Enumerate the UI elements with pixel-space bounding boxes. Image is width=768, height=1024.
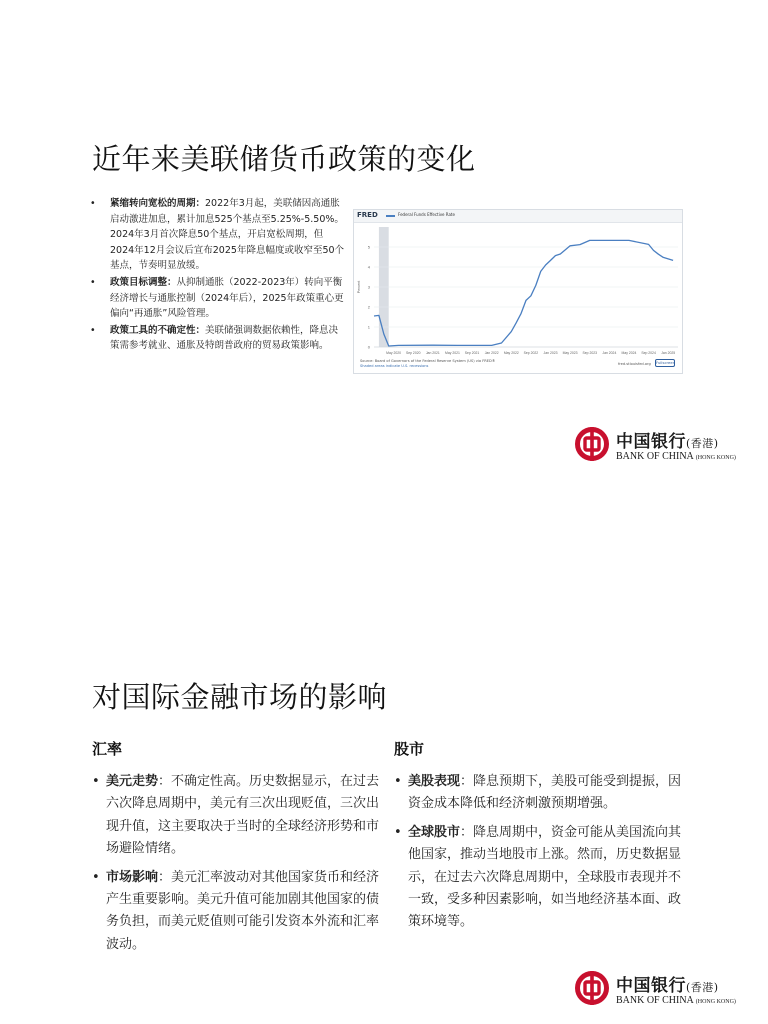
- equity-bullet-global-stocks: [394, 822, 684, 934]
- bullet-text: ：降息周期中，资金可能从美国流向其他国家，推动当地股市上涨。然而，历史数据显示，在过去六次降息周期中，全球股市表现并不一致，受多种因素影响，如当地经济基本面、政策环境等。: [408, 824, 682, 930]
- bullet-text: ：降息预期下，美股可能受到提振，因资金成本降低和经济刺激预期增强。: [408, 774, 682, 812]
- y-tick-label: 4: [367, 264, 370, 270]
- bullet-dot: •: [90, 198, 96, 209]
- slide2-title: 对国际金融市场的影响: [92, 680, 388, 715]
- equity-bullet-us-stocks: [394, 771, 684, 816]
- bullet-text: 2022年3月起，美联储因高通胀启动激进加息，累计加息525个基点至5.25%-5.50%。2024年3月首次降息50个基点，开启宽松周期，但2024年12月会议后宣布2025年降息幅度或收窄至50个基点，节奏明显放缓。: [110, 198, 345, 272]
- bullet-text: ：美元汇率波动对其他国家货币和经济产生重要影响。美元升值可能加剧其他国家的债务负担，而美元贬值则可能引发资本外流和汇率波动。: [106, 869, 380, 952]
- fullscreen-button[interactable]: Fullscreen: [656, 360, 676, 365]
- chart-source: Source: Board of Governors of the Federal Reserve System (US) via FRED®: [360, 359, 496, 363]
- bullet-dot: •: [92, 869, 100, 885]
- bullet-policy-goal: [90, 275, 345, 322]
- legend-label: Federal Funds Effective Rate: [398, 212, 455, 217]
- bullet-dot: •: [92, 774, 100, 789]
- boc-chinese-name: [616, 427, 719, 452]
- bullet-label: 紧缩转向宽松的周期：: [110, 198, 206, 209]
- boc-english-name: [616, 995, 736, 1006]
- bullet-label: 市场影响: [106, 869, 159, 885]
- boc-chinese-name: [616, 971, 719, 996]
- boc-emblem-icon: [574, 426, 610, 462]
- y-tick-label: 1: [367, 324, 370, 330]
- chart-url[interactable]: fred.stlouisfed.org: [618, 362, 651, 366]
- fx-heading: 汇率: [92, 740, 123, 758]
- bullet-label: 全球股市: [408, 824, 461, 840]
- policy-bullet-list: [90, 196, 345, 355]
- x-tick-label: Jan 2022: [484, 351, 499, 355]
- bullet-dot: •: [394, 774, 402, 789]
- chart-recession-note[interactable]: Shaded areas indicate U.S. recessions: [360, 364, 429, 368]
- bullet-policy-tools: [90, 323, 345, 354]
- bullet-dot: •: [90, 276, 96, 288]
- bullet-dot: •: [394, 824, 402, 840]
- bank-of-china-logo: [574, 426, 736, 466]
- y-tick-label: 2: [367, 304, 370, 310]
- slide-market-impact: [0, 512, 768, 1024]
- fx-bullet-market-impact: [92, 867, 382, 957]
- fx-bullet-list: [92, 771, 382, 956]
- x-tick-label: Sep 2023: [582, 351, 598, 355]
- boc-en-text: BANK OF CHINA: [616, 451, 694, 462]
- x-tick-label: Sep 2024: [641, 351, 656, 355]
- x-tick-label: Jan 2024: [602, 351, 617, 355]
- boc-en-sub: (HONG KONG): [695, 999, 736, 1005]
- x-tick-label: Jan 2023: [543, 351, 558, 355]
- equity-bullet-list: [394, 771, 684, 934]
- bullet-dot: •: [90, 324, 96, 336]
- bullet-easing-cycle: [90, 196, 345, 274]
- x-tick-label: Sep 2021: [464, 351, 480, 355]
- x-tick-label: May 2020: [386, 351, 402, 355]
- boc-emblem-icon: [574, 970, 610, 1006]
- equity-column: [394, 738, 684, 940]
- y-tick-label: 3: [367, 284, 370, 290]
- fed-funds-rate-line: [374, 240, 673, 346]
- x-tick-label: Sep 2020: [405, 351, 421, 355]
- boc-en-text: BANK OF CHINA: [616, 995, 694, 1006]
- x-tick-label: May 2022: [503, 351, 519, 355]
- fx-column: [92, 738, 382, 962]
- fred-logo: FRED: [357, 211, 378, 219]
- bank-of-china-logo: [574, 970, 736, 1010]
- boc-en-sub: (HONG KONG): [695, 455, 736, 461]
- boc-cn-sub: (香港): [686, 981, 719, 994]
- boc-english-name: [616, 451, 736, 462]
- bullet-label: 美股表现: [408, 774, 461, 789]
- x-tick-label: May 2024: [621, 351, 637, 355]
- x-tick-label: Jan 2025: [661, 351, 676, 355]
- y-tick-label: 5: [367, 244, 370, 250]
- slide1-title: 近年来美联储货币政策的变化: [92, 142, 476, 177]
- x-tick-label: Sep 2022: [523, 351, 539, 355]
- bullet-text: ：不确定性高。历史数据显示，在过去六次降息周期中，美元有三次出现贬值，三次出现升值，这主要取决于当时的全球经济形势和市场避险情绪。: [106, 774, 380, 857]
- fred-chart-header: [354, 210, 682, 223]
- x-tick-label: May 2023: [562, 351, 578, 355]
- bullet-label: 美元走势: [106, 774, 159, 789]
- boc-cn-text: 中国银行: [616, 432, 686, 452]
- legend-swatch: [386, 215, 395, 217]
- boc-cn-text: 中国银行: [616, 976, 686, 996]
- equity-heading: 股市: [394, 740, 425, 758]
- bullet-text: 美联储强调数据依赖性，降息决策需参考就业、通胀及特朗普政府的贸易政策影响。: [110, 324, 339, 352]
- bullet-label: 政策目标调整：: [110, 276, 177, 288]
- y-tick-label: 0: [367, 344, 370, 350]
- boc-cn-sub: (香港): [686, 437, 719, 450]
- fed-funds-rate-chart: [354, 223, 682, 357]
- x-tick-label: Jan 2021: [425, 351, 440, 355]
- y-axis-label: Percent: [357, 280, 361, 294]
- bullet-label: 政策工具的不确定性：: [110, 324, 206, 336]
- fx-bullet-usd-trend: [92, 771, 382, 861]
- bullet-text: 从抑制通胀（2022-2023年）转向平衡经济增长与通胀控制（2024年后），2025年政策重心更偏向“再通胀”风险管理。: [110, 276, 344, 320]
- x-tick-label: May 2021: [445, 351, 460, 355]
- fred-chart-panel: [353, 209, 683, 374]
